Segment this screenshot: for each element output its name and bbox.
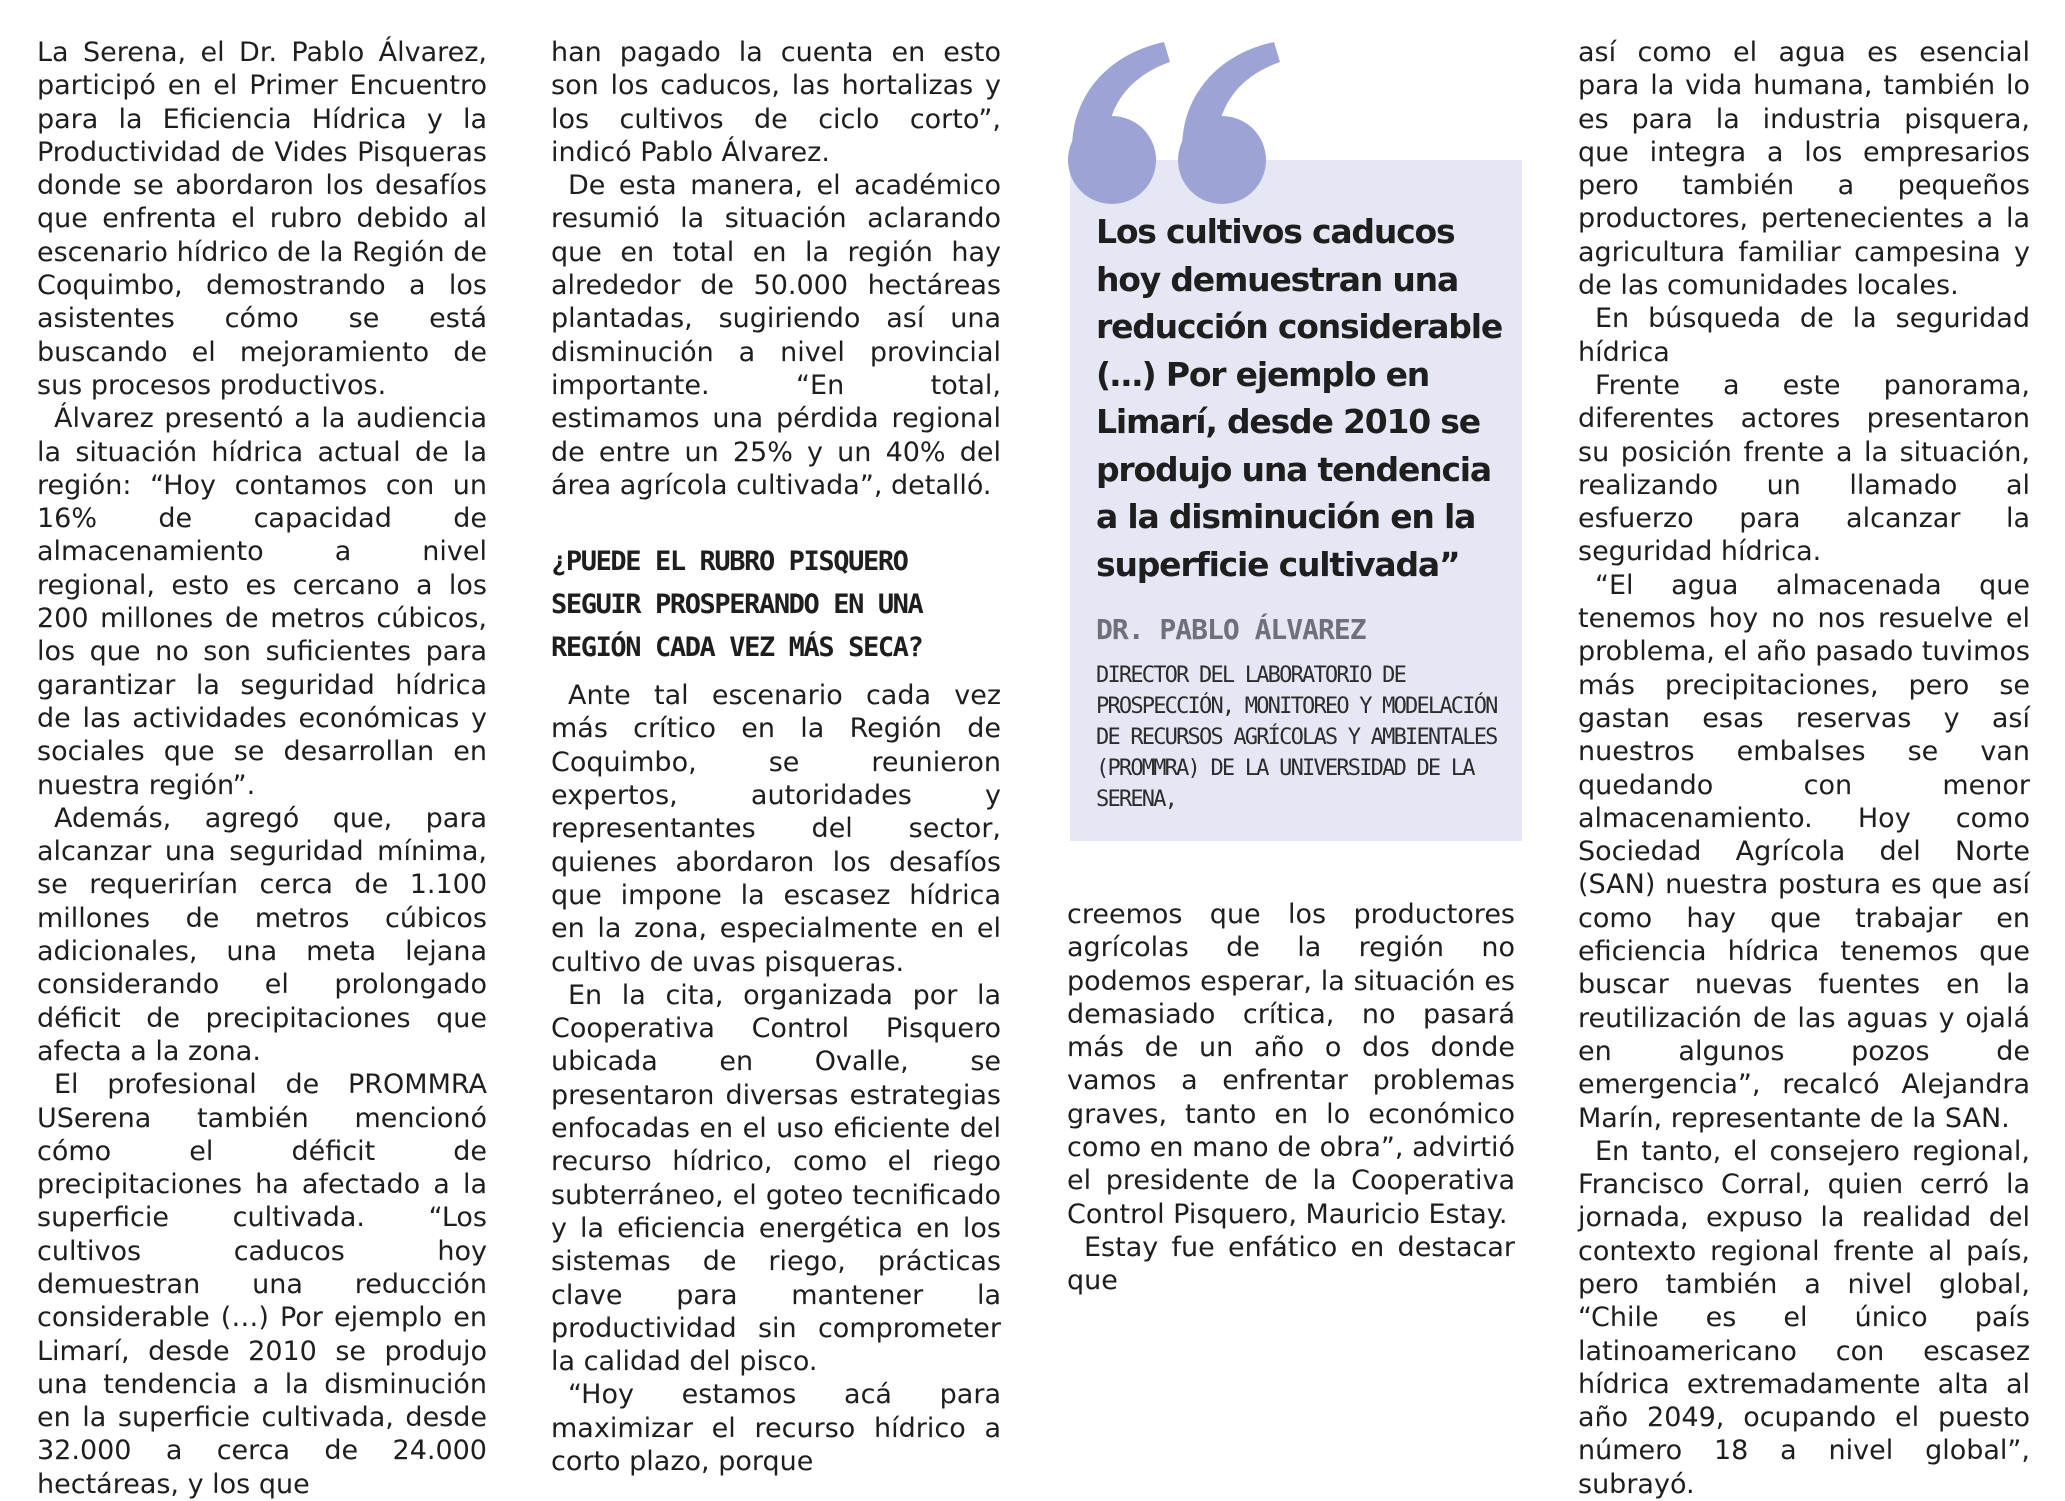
body-paragraph: De esta manera, el académico resumió la situación aclarando que en total en la región hay alrededor de 50.000 hectáreas plantadas, sugiriendo así una disminución a nivel provincial importante. “En total, estimamos una pérdida regional de entre un 25% y un 40% del área agrícola cultivada”, detalló.: [551, 170, 1001, 501]
pull-quote-author: DR. PABLO ÁLVAREZ: [1096, 613, 1366, 646]
quote-mark-icon: [1060, 36, 1280, 208]
article-column-1: [37, 36, 487, 1501]
body-paragraph: Además, agregó que, para alcanzar una seguridad mínima, se requerirían cerca de 1.100 millones de metros cúbicos adicionales, una meta lejana considerando el prolongado déficit de precipitaciones que afecta a la zona.: [37, 802, 487, 1067]
body-paragraph: “Hoy estamos acá para maximizar el recurso hídrico a corto plazo, porque: [551, 1379, 1001, 1477]
body-paragraph: Frente a este panorama, diferentes actores presentaron su posición frente a la situación, realizando un llamado al esfuerzo para alcanzar la seguridad hídrica.: [1578, 369, 2030, 568]
body-paragraph: En la cita, organizada por la Cooperativa Control Pisquero ubicada en Ovalle, se presentaron diversas estrategias enfocadas en el uso eficiente del recurso hídrico, como el riego subterráneo, el goteo tecnificado y la eficiencia energética en los sistemas de riego, prácticas clave para mantener la productividad sin comprometer la calidad del pisco.: [551, 979, 1001, 1378]
body-paragraph: creemos que los productores agrícolas de la región no podemos esperar, la situación es demasiado crítica, no pasará más de un año o dos donde vamos a enfrentar problemas graves, tanto en lo económico como en mano de obra”, advirtió el presidente de la Cooperativa Control Pisquero, Mauricio Estay.: [1067, 899, 1515, 1230]
body-paragraph: “El agua almacenada que tenemos hoy no nos resuelve el problema, el año pasado tuvimos más precipitaciones, pero se gastan esas reservas y así nuestros embalses se van quedando con menor almacenamiento. Hoy como Sociedad Agrícola del Norte (SAN) nuestra postura es que así como hay que trabajar en eficiencia hídrica tenemos que buscar nuevas fuentes en la reutilización de las aguas y ojalá en algunos pozos de emergencia”, recalcó Alejandra Marín, representante de la SAN.: [1578, 569, 2030, 1134]
pull-quote-text: Los cultivos caducos hoy demuestran una reducción considerable (…) Por ejemplo en Limarí, desde 2010 se produjo una tendencia a la disminución en la superficie cultivada”: [1096, 212, 1502, 584]
body-paragraph: El profesional de PROMMRA USerena también mencionó cómo el déficit de precipitaciones ha afectado a la superficie cultivada. “Los cultivos caducos hoy demuestran una reducción considerable (…) Por ejemplo en Limarí, desde 2010 se produjo una tendencia a la disminución en la superficie cultivada, desde 32.000 a cerca de 24.000 hectáreas, y los que: [37, 1069, 487, 1500]
body-paragraph: Álvarez presentó a la audiencia la situación hídrica actual de la región: “Hoy contamos con un 16% de capacidad de almacenamiento a nivel regional, esto es cercano a los 200 millones de metros cúbicos, los que no son suficientes para garantizar la seguridad hídrica de las actividades económicas y sociales que se desarrollan en nuestra región”.: [37, 403, 487, 801]
body-paragraph: así como el agua es esencial para la vida humana, también lo es para la industria pisquera, que integra a los empresarios pero también a pequeños productores, pertenecientes a la agricultura familiar campesina y de las comunidades locales.: [1578, 37, 2030, 302]
section-subheading: En búsqueda de la seguridad hídrica: [1578, 303, 2030, 368]
article-column-4: [1578, 36, 2030, 1501]
pull-quote-role: DIRECTOR DEL LABORATORIO DE PROSPECCIÓN, MONITOREO Y MODELACIÓN DE RECURSOS AGRÍCOLAS Y AMBIENTALES (PROMMRA) DE LA UNIVERSIDAD DE LA SERENA,: [1096, 663, 1497, 812]
section-subheading: ¿PUEDE EL RUBRO PISQUERO SEGUIR PROSPERANDO EN UNA REGIÓN CADA VEZ MÁS SECA?: [551, 546, 923, 664]
article-column-2: [551, 36, 1001, 1478]
body-paragraph: La Serena, el Dr. Pablo Álvarez, participó en el Primer Encuentro para la Eficiencia Hídrica y la Productividad de Vides Pisqueras donde se abordaron los desafíos que enfrenta el rubro debido al escenario hídrico de la Región de Coquimbo, demostrando a los asistentes cómo se está buscando el mejoramiento de sus procesos productivos.: [37, 37, 487, 401]
article-column-3: [1067, 898, 1515, 1298]
body-paragraph: En tanto, el consejero regional, Francisco Corral, quien cerró la jornada, expuso la realidad del contexto regional frente al país, pero también a nivel global, “Chile es el único país latinoamericano con escasez hídrica extremadamente alta al año 2049, ocupando el puesto número 18 a nivel global”, subrayó.: [1578, 1135, 2030, 1500]
body-paragraph: Ante tal escenario cada vez más crítico en la Región de Coquimbo, se reunieron expertos, autoridades y representantes del sector, quienes abordaron los desafíos que impone la escasez hídrica en la zona, especialmente en el cultivo de uvas pisqueras.: [551, 680, 1001, 978]
body-paragraph: Estay fue enfático en destacar que: [1067, 1231, 1515, 1297]
body-paragraph: han pagado la cuenta en esto son los caducos, las hortalizas y los cultivos de ciclo corto”, indicó Pablo Álvarez.: [551, 37, 1001, 168]
